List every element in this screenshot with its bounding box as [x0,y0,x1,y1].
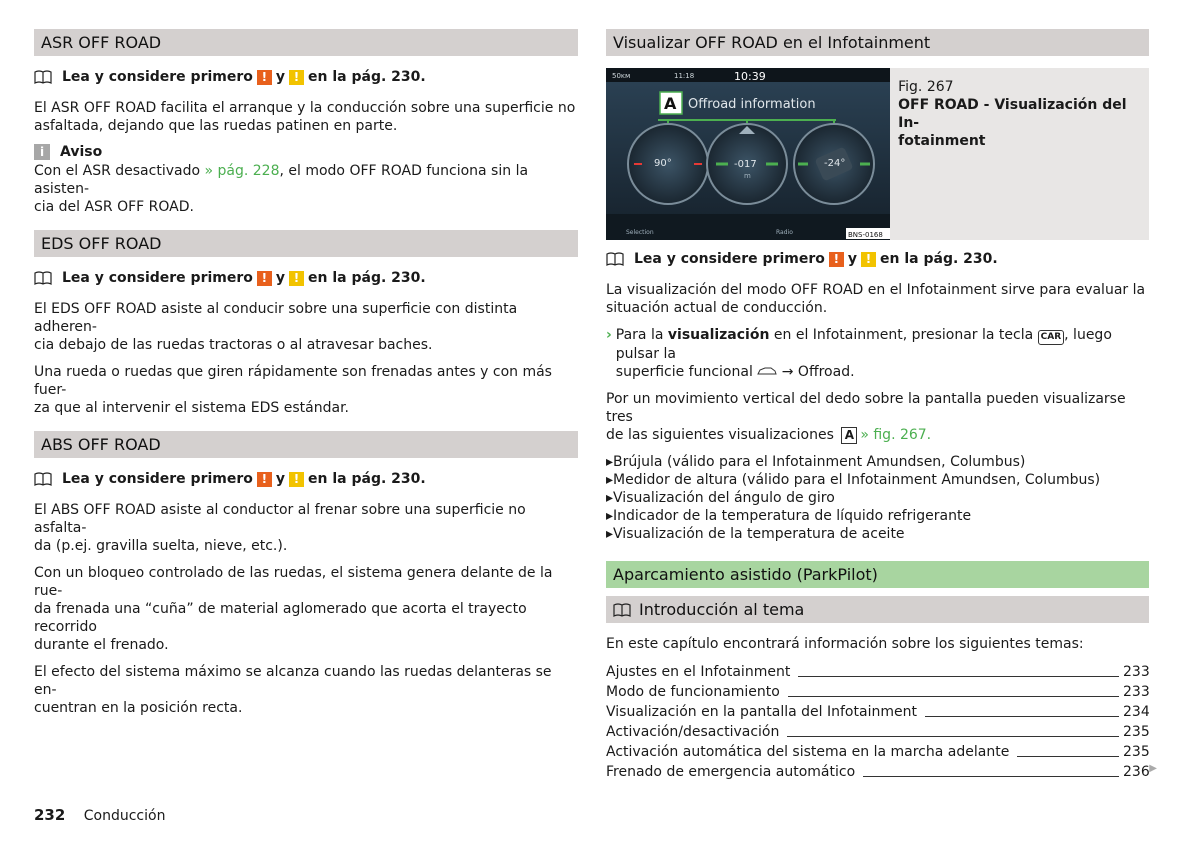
topics-toc [606,662,1149,782]
asr-heading: ASR OFF ROAD [34,29,578,56]
continue-arrow-icon: ▶ [1149,763,1157,774]
warning-red-icon: ! [829,252,844,267]
warning-red-icon: ! [257,472,272,487]
read-first-note: Lea y considere primero ! y ! en la pág. 230. [34,470,578,488]
label-a: A [664,94,677,113]
gauge-3-value: -24° [824,158,846,169]
screen-btn-2: Radio [776,229,793,236]
info-icon: i [34,144,50,160]
section-name: Conducción [83,808,166,824]
aviso-heading: i Aviso [34,144,578,160]
eds-paragraph-2: Una rueda o ruedas que giren rápidamente son frenadas antes y con más fuer- za que al intervenir el sistema EDS estándar. [34,364,552,416]
intro-heading: Introducción al tema [606,596,1149,623]
figure-267 [606,68,1149,240]
read-first-note: Lea y considere primero ! y ! en la pág. 230. [34,68,578,86]
list-item: ▸ Visualización de la temperatura de aceite [606,525,1149,543]
book-icon [606,252,624,266]
eds-paragraph-1: El EDS OFF ROAD asiste al conducir sobre una superficie con distinta adheren- cia debajo de las ruedas tractoras o al atravesar baches. [34,301,518,353]
step-arrow-icon: › [606,327,612,343]
page-number: 232 [34,806,66,824]
intro-text: En este capítulo encontrará información sobre los siguientes temas: [606,636,1084,652]
offroad-paragraph-1: La visualización del modo OFF ROAD en el Infotainment sirve para evaluar la situación actual de conducción. [606,282,1146,316]
status-clock: 11:18 [674,72,695,80]
toc-item[interactable]: Visualización en la pantalla del Infotainment 234 [606,704,1150,720]
status-left: 50ᴋᴍ [612,72,631,80]
abs-paragraph-1: El ABS OFF ROAD asiste al conductor al frenar sobre una superficie no asfalta- da (p.ej. gravilla suelta, nieve, etc.). [34,502,526,554]
warning-yellow-icon: ! [289,70,304,85]
gauge-2-value: -017 [734,159,757,170]
screen-time: 10:39 [734,70,766,83]
infotainment-illustration [606,68,890,240]
figure-code: BNS-0168 [848,231,883,239]
aviso-text: Con el ASR desactivado » pág. 228, el modo OFF ROAD funciona sin la asisten- cia del ASR OFF ROAD. [34,163,529,215]
page-link[interactable]: » pág. 228 [204,163,280,179]
book-icon [34,70,52,84]
warning-red-icon: ! [257,271,272,286]
abs-paragraph-2: Con un bloqueo controlado de las ruedas, el sistema genera delante de la rue- da frenada una “cuña” de material aglomerado que acorta el trayecto recorrido durante el frenado. [34,565,553,653]
book-icon [613,603,631,617]
car-surface-icon [757,366,777,376]
left-column [34,29,578,726]
toc-item[interactable]: Frenado de emergencia automático 236 [606,764,1150,780]
display-options-list [606,453,1149,543]
infotainment-screen [606,68,890,240]
step-instruction: › Para la visualización en el Infotainment, presionar la tecla CAR , luego pulsar la superficie funcional → Offroad. [606,327,1112,380]
right-column [606,29,1157,782]
list-item: ▸ Medidor de altura (válido para el Infotainment Amundsen, Columbus) [606,471,1149,489]
toc-item[interactable]: Modo de funcionamiento 233 [606,684,1150,700]
book-icon [34,472,52,486]
page-footer [34,806,165,824]
toc-item[interactable]: Activación/desactivación 235 [606,724,1150,740]
warning-yellow-icon: ! [289,271,304,286]
screen-title: Offroad information [688,97,816,112]
abs-paragraph-3: El efecto del sistema máximo se alcanza cuando las ruedas delanteras se en- cuentran en la posición recta. [34,664,552,716]
list-item: ▸ Visualización del ángulo de giro [606,489,1149,507]
gauge-1-value: 90° [654,158,672,169]
eds-heading: EDS OFF ROAD [34,230,578,257]
warning-yellow-icon: ! [289,472,304,487]
toc-item[interactable]: Activación automática del sistema en la marcha adelante 235 [606,744,1150,760]
toc-item[interactable]: Ajustes en el Infotainment 233 [606,664,1150,680]
offroad-paragraph-2: Por un movimiento vertical del dedo sobre la pantalla pueden visualizarse tres de las siguientes visualizaciones A » fig. 267. [606,391,1126,443]
asr-paragraph: El ASR OFF ROAD facilita el arranque y la conducción sobre una superficie no asfaltada, dejando que las ruedas patinen en parte. [34,100,576,134]
book-icon [34,271,52,285]
parkpilot-heading: Aparcamiento asistido (ParkPilot) [606,561,1149,588]
list-item: ▸ Indicador de la temperatura de líquido refrigerante [606,507,1149,525]
figure-caption: Fig. 267 OFF ROAD - Visualización del In- fotainment [898,79,1127,149]
read-first-note: Lea y considere primero ! y ! en la pág. 230. [34,269,578,287]
warning-yellow-icon: ! [861,252,876,267]
warning-red-icon: ! [257,70,272,85]
car-key-icon: CAR [1038,330,1065,345]
fig-link[interactable]: » fig. 267. [860,427,932,443]
label-a-box: A [841,427,857,444]
gauge-2-unit: m [744,172,751,180]
list-item: ▸ Brújula (válido para el Infotainment Amundsen, Columbus) [606,453,1149,471]
read-first-note: Lea y considere primero ! y ! en la pág. 230. [606,250,1149,268]
abs-heading: ABS OFF ROAD [34,431,578,458]
offroad-infotainment-heading: Visualizar OFF ROAD en el Infotainment [606,29,1149,56]
screen-btn-1: Selection [626,229,654,236]
